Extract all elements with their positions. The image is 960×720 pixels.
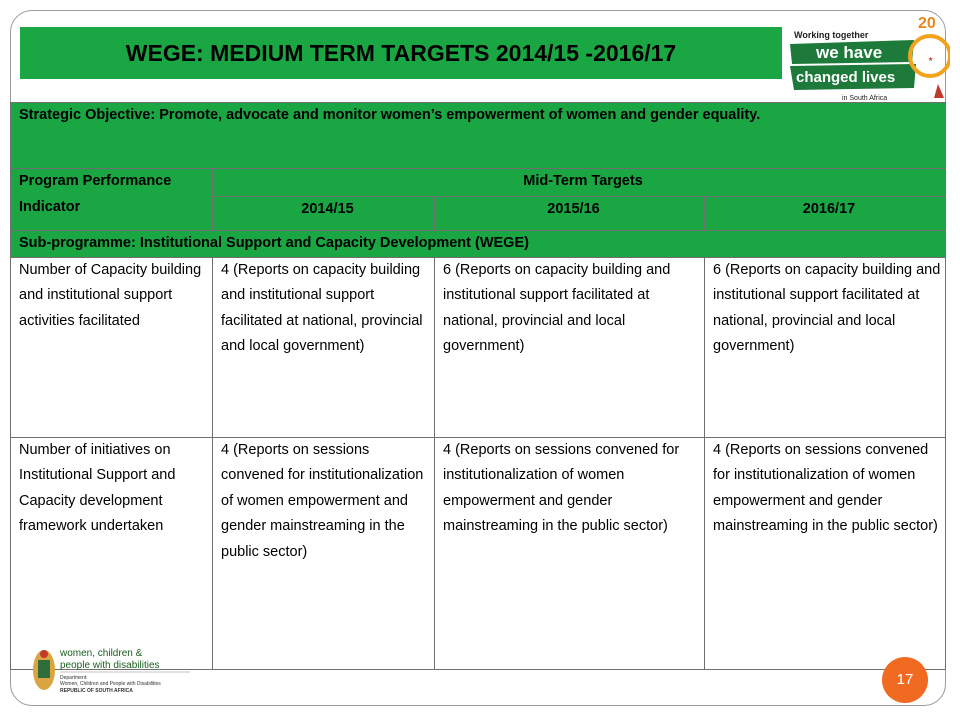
year-header-3: 2016/17 [705,197,946,231]
table-row [11,437,946,669]
strategic-objective: Strategic Objective: Promote, advocate and monitor women’s empowerment of women and gender equality. [11,103,946,169]
target-cell: 6 (Reports on capacity building and institutional support facilitated at national, provincial and local government) [435,257,705,437]
subprogramme-row: Sub-programme: Institutional Support and Capacity Development (WEGE) [11,231,946,258]
target-cell: 6 (Reports on capacity building and institutional support facilitated at national, provincial and local government) [705,257,946,437]
coat-of-arms-icon [33,650,55,690]
target-cell: 4 (Reports on sessions convened for institutionalization of women empowerment and gender mainstreaming in the public sector) [705,437,946,669]
svg-text:Women, Children and People wit: Women, Children and People with Disabilities [60,681,161,687]
svg-text:in South Africa: in South Africa [842,95,888,102]
target-cell: 4 (Reports on sessions convened for institutionalization of women empowerment and gender mainstreaming in the public sector) [213,437,435,669]
svg-text:women, children &: women, children & [60,648,143,659]
indicator-header: Program Performance Indicator [11,169,213,231]
svg-text:Department:: Department: [60,675,88,681]
svg-text:people with disabilities: people with disabilities [60,660,160,671]
svg-text:★: ★ [928,57,934,63]
indicator-cell: Number of initiatives on Institutional Support and Capacity development framework undertaken [11,437,213,669]
page-title: WEGE: MEDIUM TERM TARGETS 2014/15 -2016/17 [125,40,677,66]
svg-text:we have: we have [816,43,883,62]
page-number-badge: 17 [882,657,928,703]
target-cell: 4 (Reports on sessions convened for institutionalization of women empowerment and gender mainstreaming in the public sector) [435,437,705,669]
year-header-1: 2014/15 [213,197,435,231]
svg-text:20: 20 [918,15,936,32]
year-header-2: 2015/16 [435,197,705,231]
midterm-header: Mid-Term Targets [213,169,946,197]
table-row [11,257,946,437]
department-logo [30,644,192,696]
svg-text:changed lives: changed lives [796,69,896,86]
changed-lives-logo [788,14,950,106]
title-bar [20,27,782,79]
svg-text:REPUBLIC OF SOUTH AFRICA: REPUBLIC OF SOUTH AFRICA [60,688,133,694]
indicator-cell: Number of Capacity building and institutional support activities facilitated [11,257,213,437]
targets-table [10,102,946,670]
svg-text:Working together: Working together [794,30,869,40]
target-cell: 4 (Reports on capacity building and institutional support facilitated at national, provincial and local government) [213,257,435,437]
